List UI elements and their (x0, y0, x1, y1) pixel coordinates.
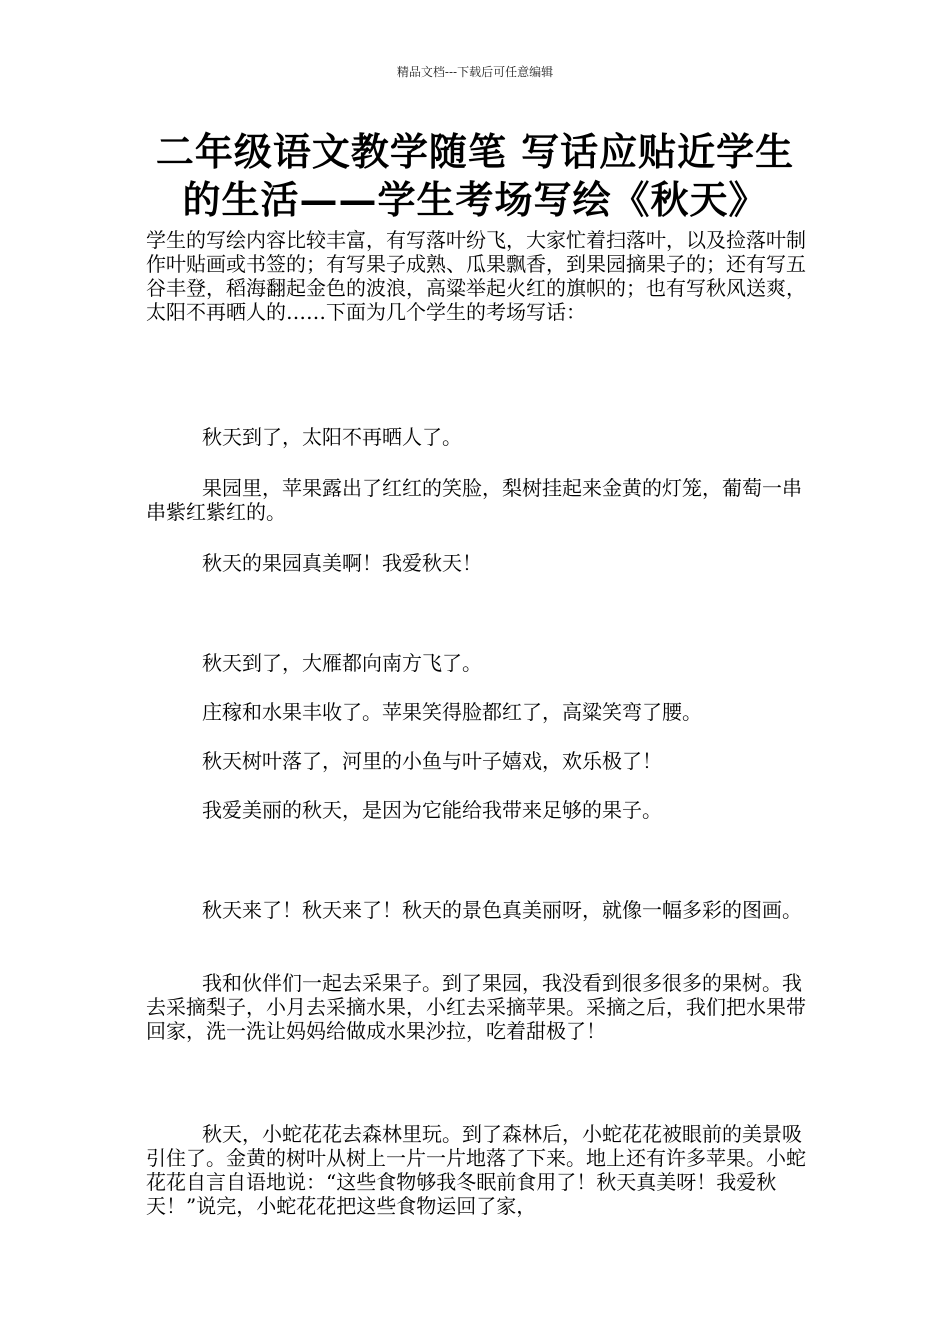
header-note: 精品文档---下载后可任意编辑 (396, 65, 554, 79)
essay-1-paragraph-2: 果园里，苹果露出了红红的笑脸，梨树挂起来金黄的灯笼，葡萄一串串紫红紫红的。 (146, 476, 802, 524)
essay-2-paragraph-1: 秋天到了，大雁都向南方飞了。 (202, 651, 482, 675)
essay-4-paragraph-1: 秋天，小蛇花花去森林里玩。到了森林后，小蛇花花被眼前的美景吸引住了。金黄的树叶从树上一片一片地落了下来。地上还有许多苹果。小蛇花花自言自语地说：“这些食物够我冬眠前食用了！秋天真美呀！我爱秋天！”说完，小蛇花花把这些食物运回了家， (146, 1122, 806, 1218)
title-line-1: 二年级语文教学随笔 写话应贴近学生 (155, 129, 795, 174)
essay-1-paragraph-1: 秋天到了，太阳不再晒人了。 (202, 425, 462, 449)
essay-2-paragraph-4: 我爱美丽的秋天，是因为它能给我带来足够的果子。 (202, 798, 662, 822)
document-title (120, 128, 830, 224)
essay-2-paragraph-2: 庄稼和水果丰收了。苹果笑得脸都红了，高粱笑弯了腰。 (202, 700, 702, 724)
title-line-2: 的生活——学生考场写绘《秋天》 (182, 177, 768, 222)
essay-1-paragraph-3: 秋天的果园真美啊！我爱秋天！ (202, 551, 482, 575)
essay-2-paragraph-3: 秋天树叶落了，河里的小鱼与叶子嬉戏，欢乐极了！ (202, 749, 662, 773)
essay-3-paragraph-1: 秋天来了！秋天来了！秋天的景色真美丽呀，就像一幅多彩的图画。 (202, 898, 802, 922)
essay-3-paragraph-2: 我和伙伴们一起去采果子。到了果园，我没看到很多很多的果树。我去采摘梨子，小月去采摘水果，小红去采摘苹果。采摘之后，我们把水果带回家，洗一洗让妈妈给做成水果沙拉，吃着甜极了！ (146, 971, 806, 1043)
intro-paragraph: 学生的写绘内容比较丰富，有写落叶纷飞，大家忙着扫落叶，以及捡落叶制作叶贴画或书签的；有写果子成熟、瓜果飘香，到果园摘果子的；还有写五谷丰登，稻海翻起金色的波浪，高粱举起火红的旗帜的；也有写秋风送爽，太阳不再晒人的……下面为几个学生的考场写话： (146, 228, 806, 324)
